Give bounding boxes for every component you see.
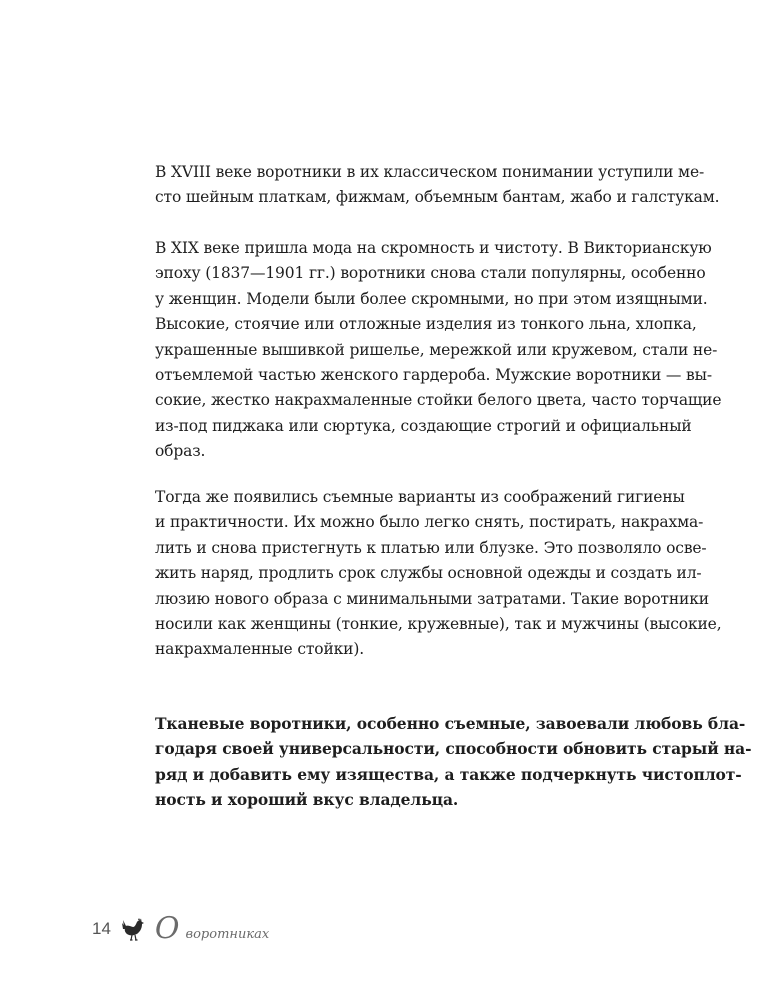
text-line: образ. [155, 442, 206, 461]
text-line: носили как женщины (тонкие, кружевные), так и мужчины (высокие, [155, 614, 722, 633]
text-line: эпоху (1837—1901 гг.) воротники снова стали популярны, особенно [155, 264, 706, 283]
paragraph-19th-century [155, 236, 722, 465]
text-line: ряд и добавить ему изящества, а также подчеркнуть чистоплот- [155, 764, 742, 784]
text-line: у женщин. Модели были более скромными, но при этом изящными. [155, 289, 708, 308]
text-line: из-под пиджака или сюртука, создающие строгий и официальный [155, 416, 692, 435]
text-line: жить наряд, продлить срок службы основной одежды и создать ил- [155, 564, 702, 583]
text-line: В XVIII веке воротники в их классическом понимании уступили ме- [155, 163, 705, 181]
text-line: и практичности. Их можно было легко снять, постирать, накрахма- [155, 513, 704, 532]
text-line: люзию нового образа с минимальными затратами. Такие воротники [155, 589, 709, 608]
text-line: украшенные вышивкой ришелье, мережкой или кружевом, стали не- [155, 340, 718, 359]
hen-icon [121, 916, 145, 942]
text-line: лить и снова пристегнуть к платью или блузке. Это позволяло осве- [155, 538, 707, 557]
text-line: отъемлемой частью женского гардероба. Мужские воротники — вы- [155, 365, 712, 384]
running-title-initial: О [154, 911, 180, 946]
text-line: накрахмаленные стойки). [155, 640, 365, 659]
text-line: годаря своей универсальности, способности обновить старый на- [155, 739, 752, 759]
paragraph-detachable-collars [155, 485, 722, 663]
page-footer [92, 912, 269, 946]
paragraph-summary-bold [155, 711, 752, 813]
text-line: В XIX веке пришла мода на скромность и чистоту. В Викторианскую [155, 239, 712, 257]
running-title [154, 911, 270, 946]
text-line: Тканевые воротники, особенно съемные, завоевали любовь бла- [155, 714, 746, 733]
text-line: Тогда же появились съемные варианты из соображений гигиены [155, 488, 685, 506]
paragraph-18th-century [155, 160, 720, 211]
text-line: сокие, жестко накрахмаленные стойки белого цвета, часто торчащие [155, 391, 722, 410]
text-line: ность и хороший вкус владельца. [155, 790, 459, 810]
running-title-text: воротниках [185, 927, 270, 942]
page-number: 14 [92, 919, 111, 938]
text-line: Высокие, стоячие или отложные изделия из тонкого льна, хлопка, [155, 315, 697, 334]
text-line: сто шейным платкам, фижмам, объемным бантам, жабо и галстукам. [155, 188, 720, 207]
